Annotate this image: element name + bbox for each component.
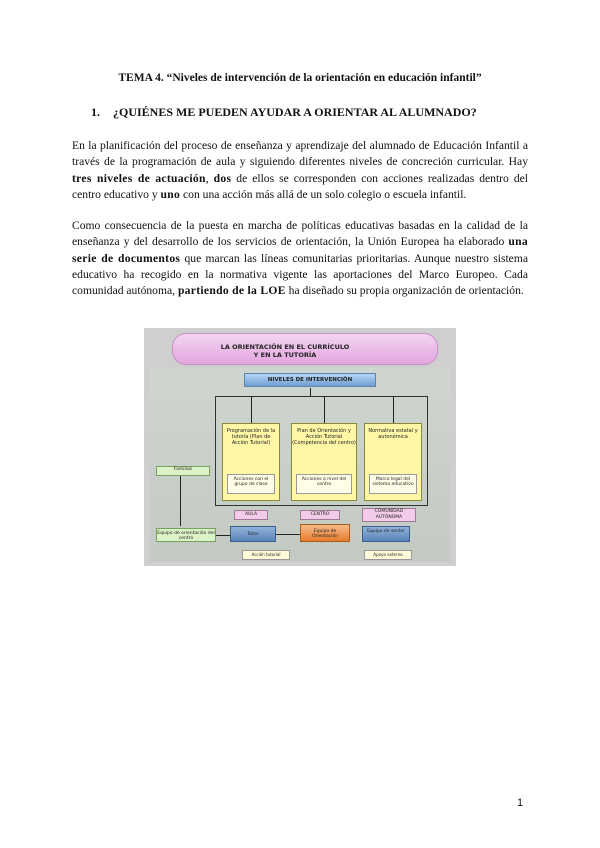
connector-line: [216, 535, 230, 536]
level-box-comunidad: [364, 423, 422, 501]
tutorial-action-note: Acción tutorial: [242, 550, 290, 560]
families-box: Familias: [156, 466, 210, 476]
level-box-centro-sub: Acciones a nivel del centro: [296, 474, 352, 494]
diagram-body: [150, 368, 450, 562]
p1-text-1: En la planificación del proceso de enseñanza y aprendizaje del alumnado de Educación Infantil a través de la programación de aula y siguiendo diferentes niveles de concreción curricular. Hay: [72, 139, 528, 169]
p1-text-2: ,: [205, 171, 214, 185]
level-box-comunidad-sub: Marco legal del sistema educativo: [369, 474, 417, 494]
section-heading: [91, 105, 477, 120]
level-box-comunidad-text: Normativa estatal y autonómica: [368, 428, 418, 440]
connector-line: [276, 534, 300, 535]
level-box-aula-sub: Acciones con el grupo de clase: [227, 474, 275, 494]
p1-bold-uno: uno: [160, 187, 181, 201]
p2-bold-serie-documentos: una serie de documentos: [72, 235, 528, 265]
sector-team-box: Equipo de sector: [362, 526, 410, 542]
orientation-team-box: Equipo de orientación del centro: [156, 528, 216, 542]
p1-bold-tres-niveles: tres niveles de actuación: [72, 171, 206, 185]
connector-line: [393, 396, 394, 423]
level-box-aula: [222, 423, 280, 501]
p2-text-1: Como consecuencia de la puesta en marcha de políticas educativas basadas en la calidad de la enseñanza y del desarrollo de los servicios de orientación, la Unión Europea ha elaborado: [72, 219, 528, 249]
orientation-diagram-figure: [144, 328, 456, 566]
centro-label: CENTRO: [300, 510, 340, 520]
connector-line: [310, 388, 311, 396]
section-heading-text: ¿QUIÉNES ME PUEDEN AYUDAR A ORIENTAR AL ALUMNADO?: [113, 105, 477, 119]
p1-text-4: con una acción más allá de un solo colegio o escuela infantil.: [180, 187, 467, 201]
page-number: 1: [517, 797, 524, 809]
paragraph-1: [72, 138, 528, 203]
p1-bold-dos: dos: [213, 171, 232, 185]
paragraph-2: [72, 218, 528, 299]
level-box-aula-text: Programación de la tutoría (Plan de Acción Tutorial): [226, 428, 276, 446]
connector-line: [251, 396, 252, 423]
tutor-box: Tutor: [230, 526, 276, 542]
levels-bar: NIVELES DE INTERVENCIÓN: [244, 373, 376, 387]
external-support-note: Apoyo externo: [364, 550, 412, 560]
aula-label: AULA: [234, 510, 268, 520]
p2-text-2: que marcan las líneas comunitarias prioritarias. Aunque nuestro sistema educativo ha recogido en la normativa vigente las aportaciones del Marco Europeo. Cada comunidad autónoma,: [72, 251, 528, 298]
p1-text-3: de ellos se corresponden con acciones realizadas dentro del centro educativo y: [72, 171, 528, 201]
p2-text-3: ha diseñado su propia organización de orientación.: [285, 284, 524, 298]
level-box-centro: [291, 423, 357, 501]
diagram-header: LA ORIENTACIÓN EN EL CURRÍCULO Y EN LA TUTORÍA: [172, 333, 438, 365]
section-number: 1.: [91, 105, 100, 119]
document-title: TEMA 4. “Niveles de intervención de la orientación en educación infantil”: [118, 72, 482, 84]
comunidad-label: COMUNIDAD AUTÓNOMA: [362, 508, 416, 522]
level-box-centro-text: Plan de Orientación y Acción Tutorial (Competencia del centro): [292, 428, 356, 446]
p2-bold-loe: partiendo de la LOE: [177, 284, 286, 298]
connector-line: [180, 476, 181, 526]
orientation-team-orange-box: Equipo de Orientación: [300, 524, 350, 542]
connector-line: [324, 396, 325, 423]
